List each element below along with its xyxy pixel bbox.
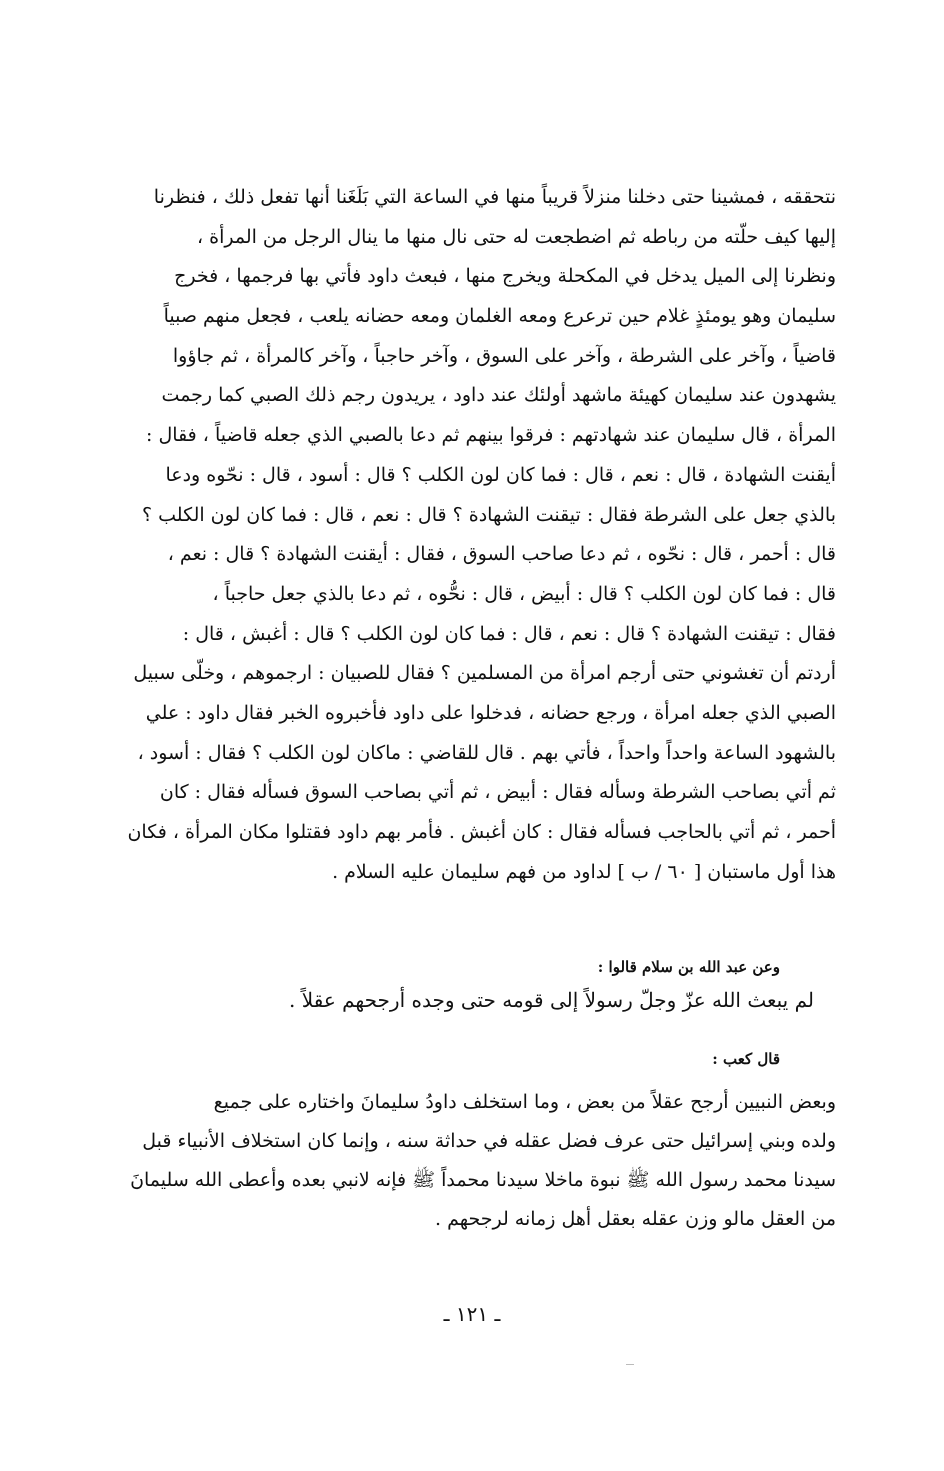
text-line: بالشهود الساعة واحداً واحداً ، فأتي بهم . قال للقاضي : ماكان لون الكلب ؟ فقال : أسود ، <box>137 741 836 764</box>
quote-text: لم يبعث الله عزّ وجلّ رسولاً إلى قومه حتى وجده أرجحهم عقلاً . <box>289 988 814 1012</box>
text-line: ونظرنا إلى الميل يدخل في المكحلة ويخرج منها ، فبعث داود فأتي بها فرجمها ، فخرج <box>174 265 836 288</box>
text-line: أردتم أن تغشوني حتى أرجم امرأة من المسلمين ؟ فقال للصبيان : ارجموهم ، وخلّى سبيل <box>133 662 836 685</box>
text-line: هذا أول ماستبان [ ٦٠ / ب ] لداود من فهم سليمان عليه السلام . <box>332 860 836 883</box>
text-line: وبعض النبيين أرجح عقلاً من بعض ، وما استخلف داودُ سليمانَ واختاره على جميع <box>213 1091 836 1113</box>
text-line: قال : أحمر ، قال : نحّوه ، ثم دعا صاحب السوق ، فقال : أيقنت الشهادة ؟ قال : نعم ، <box>167 543 836 566</box>
scan-speck <box>626 1364 634 1365</box>
text-line: بالذي جعل على الشرطة فقال : تيقنت الشهادة ؟ قال : نعم ، قال : فما كان لون الكلب ؟ <box>142 503 836 526</box>
main-paragraph <box>120 178 836 892</box>
text-line: ثم أتي بصاحب الشرطة وسأله فقال : أبيض ، ثم أتي بصاحب السوق فسأله فقال : كان <box>159 781 836 804</box>
text-line: إليها كيف حلّته من رباطه ثم اضطجعت له حتى نال منها ما ينال الرجل من المرأة ، <box>196 225 836 248</box>
text-line: الصبي الذي جعله امرأة ، ورجع حضانه ، فدخلوا على داود فأخبروه الخبر فقال داود : علي <box>145 701 836 724</box>
text-line: أيقنت الشهادة ، قال : نعم ، قال : فما كان لون الكلب ؟ قال : أسود ، قال : نحّوه ودعا <box>165 463 836 486</box>
text-line: سليمان وهو يومئذٍ غلام حين ترعرع ومعه الغلمان ومعه حضانه يلعب ، فجعل منهم صبياً <box>163 305 836 328</box>
text-line: قال : فما كان لون الكلب ؟ قال : أبيض ، قال : نحُّوه ، ثم دعا بالذي جعل حاجباً ، <box>212 582 836 605</box>
text-line: فقال : تيقنت الشهادة ؟ قال : نعم ، قال : فما كان لون الكلب ؟ قال : أغبش ، قال : <box>182 622 836 645</box>
text-line: المرأة ، قال سليمان عند شهادتهم : فرقوا بينهم ثم دعا بالصبي الذي جعله قاضياً ، فقال : <box>146 424 836 447</box>
text-line: أحمر ، ثم أتي بالحاجب فسأله فقال : كان أغبش . فأمر بهم داود فقتلوا مكان المرأة ، فكان <box>127 821 836 843</box>
section-heading-kaab: قال كعب : <box>712 1050 780 1068</box>
page-number: ـ ١٢١ ـ <box>443 1302 501 1326</box>
text-line: ولده وبني إسرائيل حتى عرف فضل عقله في حداثة سنه ، وإنما كان استخلاف الأنبياء قبل <box>142 1130 836 1152</box>
text-line: نتحققه ، فمشينا حتى دخلنا منزلاً قريباً منها في الساعة التي بَلَغَنا أنها تفعل ذلك ، فنظرنا <box>153 186 836 208</box>
text-line: يشهدون عند سليمان كهيئة ماشهد أولئك عند داود ، يريدون رجم ذلك الصبي كما رجمت <box>161 384 836 407</box>
second-paragraph <box>120 1083 836 1239</box>
text-line: من العقل مالو وزن عقله بعقل أهل زمانه لرجحهم . <box>434 1208 836 1230</box>
section-heading-ibn-salam: وعن عبد الله بن سلام قالوا : <box>597 958 780 976</box>
text-line: سيدنا محمد رسول الله ﷺ نبوة ماخلا سيدنا محمداً ﷺ فإنه لانبي بعده وأعطى الله سليمانَ <box>130 1169 836 1191</box>
text-line: قاضياً ، وآخر على الشرطة ، وآخر على السوق ، وآخر حاجباً ، وآخر كالمرأة ، ثم جاؤوا <box>172 344 836 367</box>
